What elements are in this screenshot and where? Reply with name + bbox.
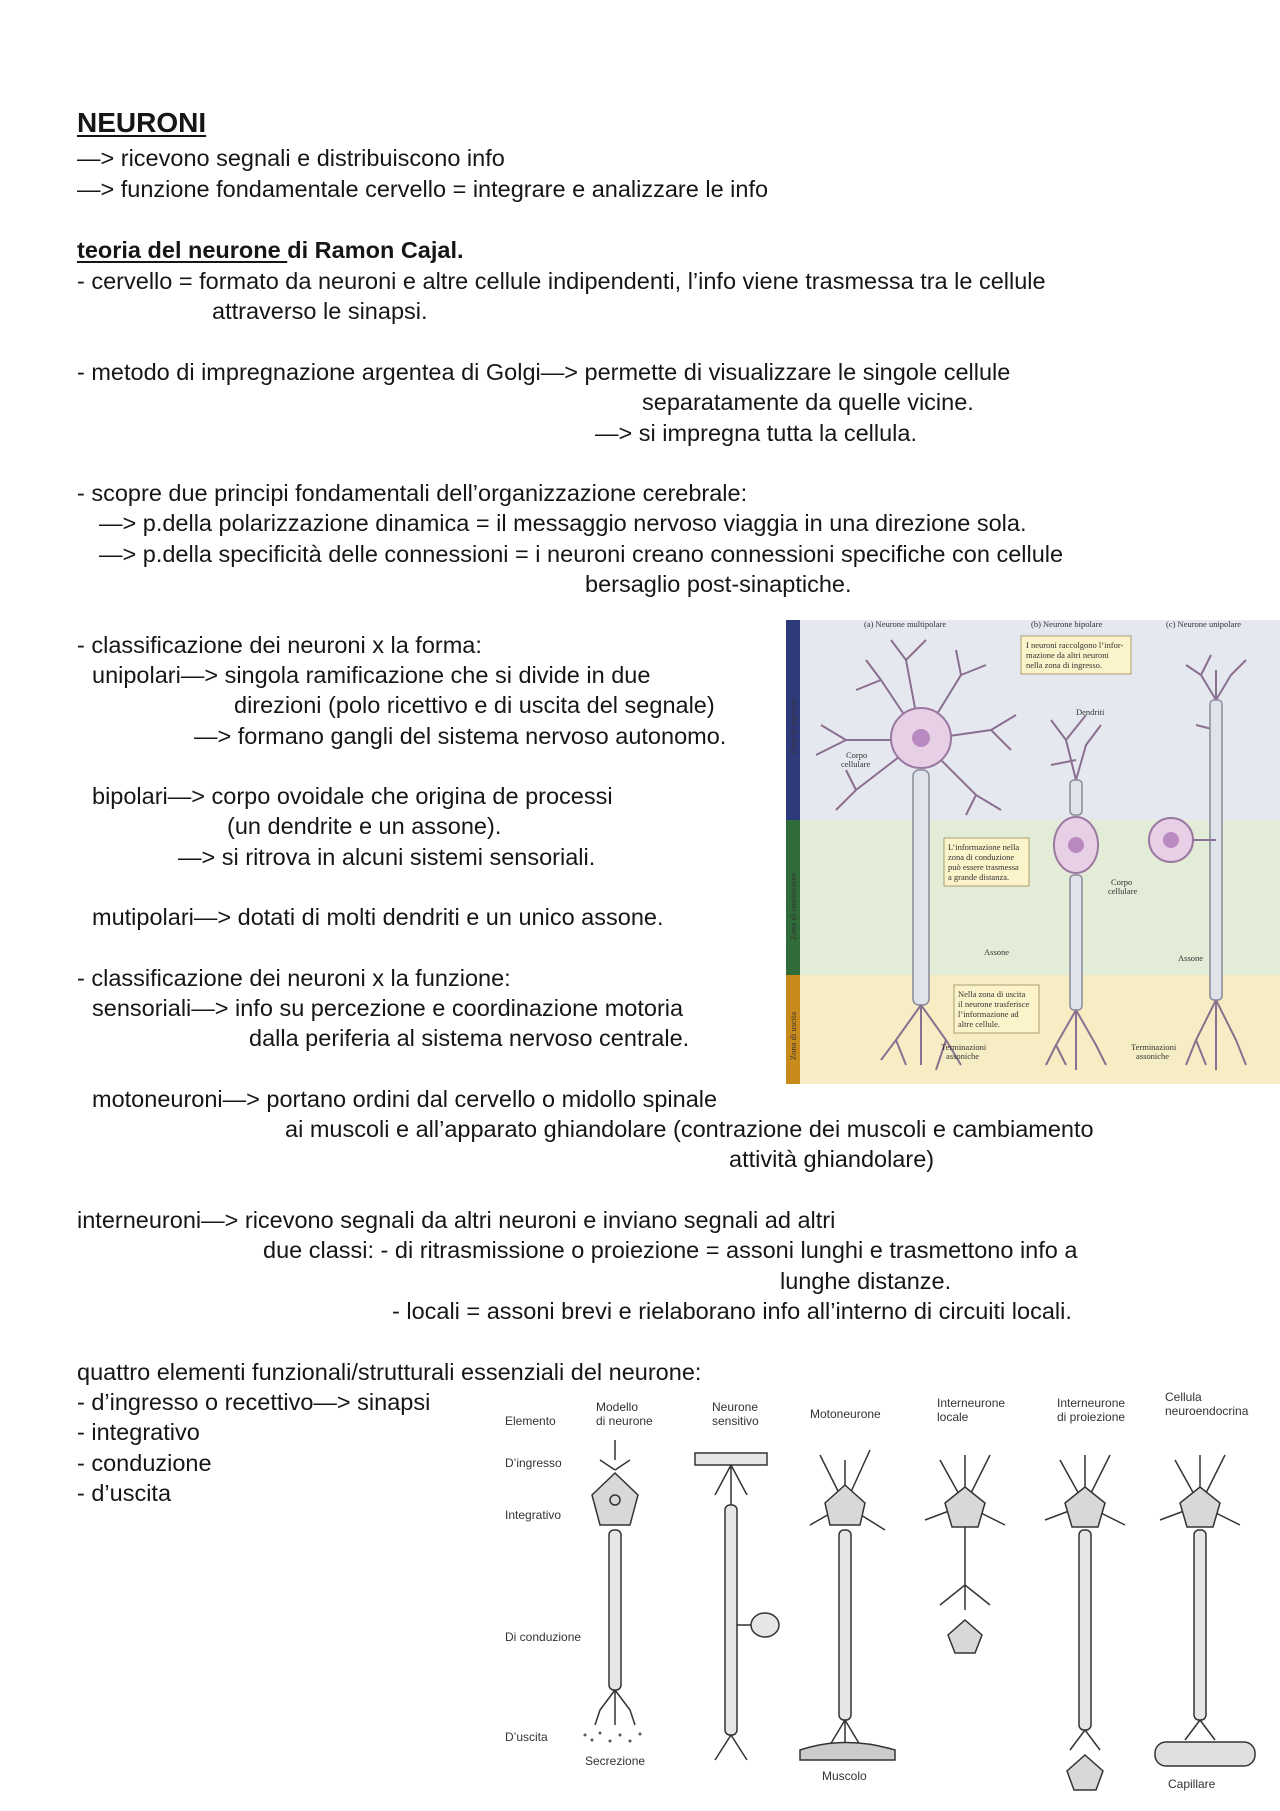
- cell-body-label-1: Corpo: [1111, 877, 1133, 887]
- element-item: - d’ingresso o recettivo—> sinapsi: [77, 1389, 431, 1415]
- cell-body-label-2: cellulare: [841, 759, 871, 769]
- axon-label: Assone: [984, 947, 1010, 957]
- element-item: - conduzione: [77, 1450, 212, 1476]
- conduction-zone-note-line: L’informazione nella: [948, 842, 1020, 852]
- theory-heading-underlined: teoria del neurone: [77, 237, 288, 263]
- neuron-types-figure: [786, 620, 1280, 1084]
- multipolar-line: mutipolari—> dotati di molti dendriti e un unico assone.: [92, 904, 664, 930]
- golgi-line-3: —> si impregna tutta la cellula.: [595, 420, 917, 446]
- output-zone-note-line: Nella zona di uscita: [958, 989, 1026, 999]
- interneuron-line-3: lunghe distanze.: [780, 1268, 952, 1294]
- interneuron-line-1: interneuroni—> ricevono segnali da altri neuroni e inviano segnali ad altri: [77, 1207, 836, 1233]
- bipolar-nucleus: [1068, 837, 1084, 853]
- bipolar-line-1: bipolari—> corpo ovoidale che origina de processi: [92, 783, 613, 809]
- motoneuron-line-2: ai muscoli e all’apparato ghiandolare (contrazione dei muscoli e cambiamento: [285, 1116, 1094, 1142]
- motoneuron-line-1: motoneuroni—> portano ordini dal cervello o midollo spinale: [92, 1086, 718, 1112]
- shape-heading: - classificazione dei neuroni x la forma:: [77, 632, 482, 658]
- secretion-label: Secrezione: [585, 1754, 646, 1768]
- unipolar-nucleus: [1163, 832, 1179, 848]
- dendrites-label: Dendriti: [1076, 707, 1105, 717]
- neuroendocrine-header-1: Cellula: [1165, 1390, 1202, 1404]
- sensory-neuron-header-2: sensitivo: [712, 1414, 759, 1428]
- intro-line-2: —> funzione fondamentale cervello = integrare e analizzare le info: [77, 176, 769, 202]
- model-neuron-header-2: di neurone: [596, 1414, 653, 1428]
- zone-output-label: Zona di uscita: [788, 1011, 798, 1060]
- projection-interneuron-header-2: di proiezione: [1057, 1410, 1126, 1424]
- output-zone-note-line: altre cellule.: [958, 1019, 1001, 1029]
- output-zone-note-line: il neurone trasferisce: [958, 999, 1030, 1009]
- input-zone-note-line: nella zona di ingresso.: [1026, 660, 1103, 670]
- interneuron-line-2: due classi: - di ritrasmissione o proiezione = assoni lunghi e trasmettono info a: [263, 1237, 1078, 1263]
- bipolar-header: (b) Neurone bipolare: [1031, 620, 1103, 629]
- integrative-row-label: Integrativo: [505, 1508, 562, 1522]
- multipolar-header: (a) Neurone multipolare: [864, 620, 947, 629]
- principles-line-1: - scopre due principi fondamentali dell’organizzazione cerebrale:: [77, 480, 748, 506]
- input-row-label: D’ingresso: [505, 1456, 562, 1470]
- element-item: - integrativo: [77, 1419, 200, 1445]
- interneuron-line-4: - locali = assoni brevi e rielaborano info all’interno di circuiti locali.: [392, 1298, 1072, 1324]
- brain-line-1: - cervello = formato da neuroni e altre cellule indipendenti, l’info viene trasmessa tra le cellule: [77, 268, 1046, 294]
- unipolar-line-2: direzioni (polo ricettivo e di uscita del segnale): [234, 692, 715, 718]
- capillary-label: Capillare: [1168, 1777, 1216, 1791]
- unipolar-line-1: unipolari—> singola ramificazione che si divide in due: [92, 662, 651, 688]
- input-zone-note-line: mazione da altri neuroni: [1026, 650, 1109, 660]
- local-interneuron-header-1: Interneurone: [937, 1396, 1006, 1410]
- zone-conduction-label: Zona di conduzione: [788, 872, 798, 940]
- unipolar-header: (c) Neurone unipolare: [1166, 620, 1242, 629]
- conduction-zone-note-line: può essere trasmessa: [948, 862, 1019, 872]
- output-zone-note-line: l’informazione ad: [958, 1009, 1019, 1019]
- element-column-header: Elemento: [505, 1414, 556, 1428]
- bipolar-line-2: (un dendrite e un assone).: [227, 813, 502, 839]
- theory-heading-rest: di Ramon Cajal.: [287, 237, 464, 263]
- neuron-elements-figure: [500, 1385, 1260, 1805]
- principles-line-3: —> p.della specificità delle connessioni = i neuroni creano connessioni specifiche con cellule: [99, 541, 1064, 567]
- bipolar-line-3: —> si ritrova in alcuni sistemi sensoriali.: [178, 844, 596, 870]
- projection-interneuron-header-1: Interneurone: [1057, 1396, 1126, 1410]
- input-zone-note-line: I neuroni raccolgono l’infor-: [1026, 640, 1124, 650]
- sensory-line-1: sensoriali—> info su percezione e coordinazione motoria: [92, 995, 684, 1021]
- motoneuron-header: Motoneurone: [810, 1407, 881, 1421]
- cell-body-label-1: Corpo: [846, 750, 868, 760]
- terminals-label-1: Terminazioni: [1131, 1042, 1177, 1052]
- terminals-label-1: Terminazioni: [941, 1042, 987, 1052]
- conduction-row-label: Di conduzione: [505, 1630, 582, 1644]
- conduction-zone-note-line: a grande distanza.: [948, 872, 1010, 882]
- golgi-line-1: - metodo di impregnazione argentea di Golgi—> permette di visualizzare le singole cellule: [77, 359, 1011, 385]
- page-title: NEURONI: [77, 107, 207, 138]
- motoneuron-line-3: attività ghiandolare): [729, 1146, 935, 1172]
- output-row-label: D’uscita: [505, 1730, 548, 1744]
- theory-heading: [77, 235, 464, 265]
- terminals-label-2: assoniche: [946, 1051, 980, 1061]
- sensory-neuron-header-1: Neurone: [712, 1400, 759, 1414]
- principles-line-2: —> p.della polarizzazione dinamica = il messaggio nervoso viaggia in una direzione sola.: [99, 510, 1027, 536]
- axon-label: Assone: [1178, 953, 1204, 963]
- zone-input-label: Zona di ingresso: [788, 698, 798, 755]
- local-interneuron-header-2: locale: [937, 1410, 969, 1424]
- model-neuron-header-1: Modello: [596, 1400, 639, 1414]
- golgi-line-2: separatamente da quelle vicine.: [642, 389, 974, 415]
- unipolar-line-3: —> formano gangli del sistema nervoso autonomo.: [194, 723, 727, 749]
- conduction-zone-note-line: zona di conduzione: [948, 852, 1015, 862]
- cell-body-label-2: cellulare: [1108, 886, 1138, 896]
- muscle-label: Muscolo: [822, 1769, 867, 1783]
- elements-heading: quattro elementi funzionali/strutturali essenziali del neurone:: [77, 1359, 702, 1385]
- brain-line-2: attraverso le sinapsi.: [212, 298, 428, 324]
- multipolar-nucleus: [912, 729, 930, 747]
- terminals-label-2: assoniche: [1136, 1051, 1170, 1061]
- intro-line-1: —> ricevono segnali e distribuiscono info: [77, 145, 505, 171]
- function-heading: - classificazione dei neuroni x la funzione:: [77, 965, 511, 991]
- principles-line-4: bersaglio post-sinaptiche.: [585, 571, 852, 597]
- neuroendocrine-header-2: neuroendocrina: [1165, 1404, 1249, 1418]
- element-item: - d’uscita: [77, 1480, 172, 1506]
- sensory-line-2: dalla periferia al sistema nervoso centrale.: [249, 1025, 690, 1051]
